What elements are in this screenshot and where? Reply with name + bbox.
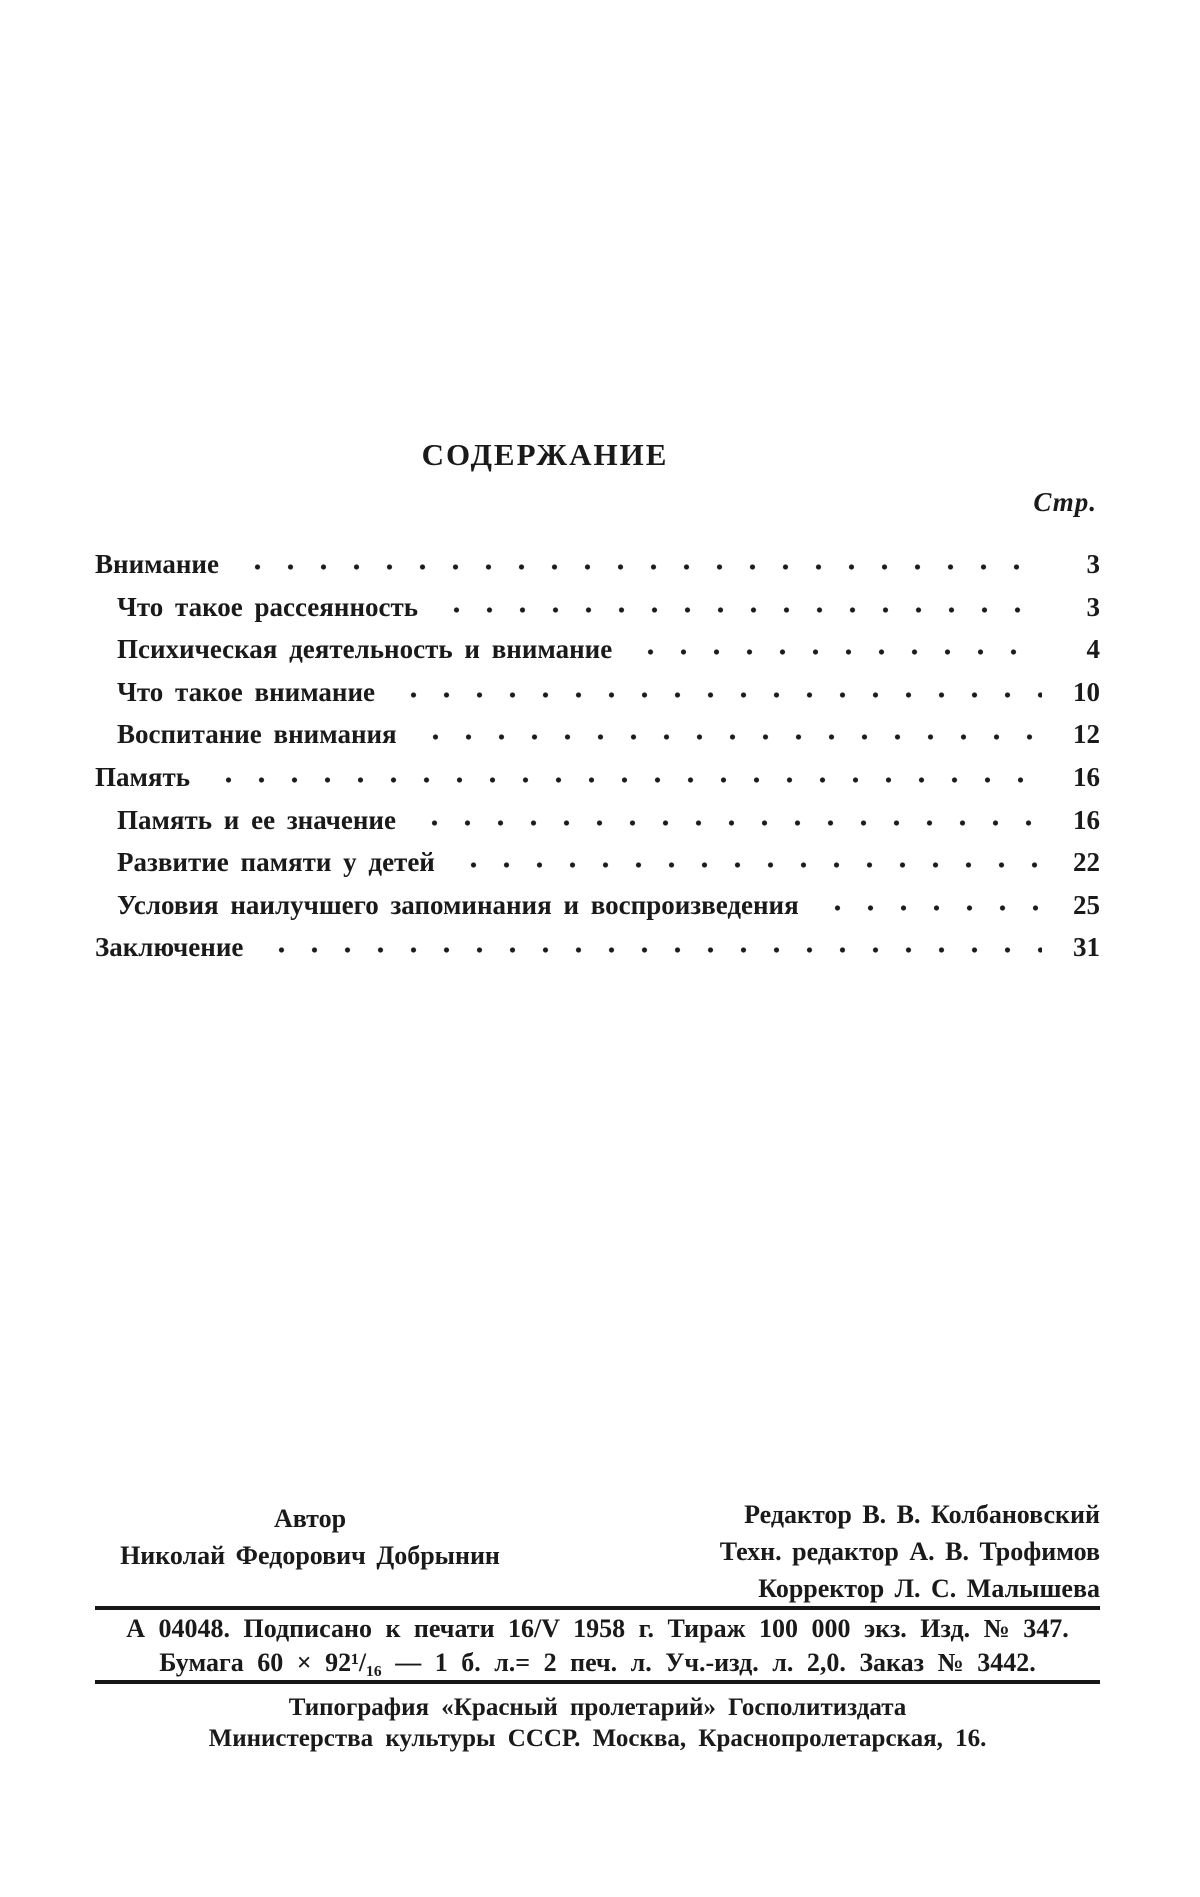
toc-entry-label: Память xyxy=(95,761,191,792)
printer-block xyxy=(95,1692,1100,1754)
toc-entry-label: Заключение xyxy=(95,932,244,963)
toc-entry-page-number: 16 xyxy=(1073,804,1100,835)
toc-leader-dots xyxy=(259,929,1042,956)
toc-entry-label: Что такое рассеянность xyxy=(117,591,419,622)
toc-leader-dots xyxy=(413,716,1042,743)
toc-list xyxy=(95,546,1100,972)
author-name: Николай Федорович Добрынин xyxy=(120,1541,500,1570)
toc-entry-page-number: 3 xyxy=(1086,591,1100,622)
toc-entry-page-number: 12 xyxy=(1073,719,1100,750)
toc-leader-dots xyxy=(235,546,1042,573)
toc-entry xyxy=(95,759,1100,802)
toc-entry-label: Воспитание внимания xyxy=(117,719,397,750)
toc-entry-page-number: 22 xyxy=(1073,847,1100,878)
toc-leader-dots xyxy=(815,887,1042,914)
credit-line: Редактор В. В. Колбановский xyxy=(744,1500,1100,1529)
imprint-line-2: Бумага 60 × 92¹/₁₆ — 1 б. л.= 2 печ. л. Уч.-изд. л. 2,0. Заказ № 3442. xyxy=(159,1648,1036,1677)
toc-entry xyxy=(95,887,1100,930)
toc-leader-dots xyxy=(206,759,1042,786)
toc-entry xyxy=(95,716,1100,759)
toc-entry-label: Что такое внимание xyxy=(117,676,375,707)
toc-leader-dots xyxy=(451,844,1042,871)
page-column-label: Стр. xyxy=(1033,487,1097,517)
imprint-line-1: А 04048. Подписано к печати 16/V 1958 г. Тираж 100 000 экз. Изд. № 347. xyxy=(126,1614,1069,1643)
toc-entry xyxy=(95,929,1100,972)
toc-entry xyxy=(95,589,1100,632)
toc-entry xyxy=(95,674,1100,717)
divider-rule-bottom xyxy=(95,1680,1100,1684)
toc-entry-page-number: 16 xyxy=(1073,761,1100,792)
toc-entry-page-number: 10 xyxy=(1073,676,1100,707)
toc-entry xyxy=(95,631,1100,674)
toc-entry-page-number: 31 xyxy=(1073,932,1100,963)
toc-entry-label: Условия наилучшего запоминания и воспроизведения xyxy=(117,889,799,920)
toc-entry-page-number: 4 xyxy=(1086,634,1100,665)
toc-entry-label: Внимание xyxy=(95,549,219,579)
printer-line-2: Министерства культуры СССР. Москва, Краснопролетарская, 16. xyxy=(208,1725,987,1752)
toc-leader-dots xyxy=(412,802,1042,829)
toc-entry-label: Развитие памяти у детей xyxy=(117,847,435,878)
credit-line: Техн. редактор А. В. Трофимов xyxy=(719,1537,1100,1566)
credit-line: Корректор Л. С. Малышева xyxy=(758,1574,1100,1603)
toc-leader-dots xyxy=(434,589,1042,616)
toc-entry-page-number: 25 xyxy=(1073,889,1100,920)
divider-rule-top xyxy=(95,1606,1100,1610)
toc-entry xyxy=(95,802,1100,845)
toc-entry-page-number: 3 xyxy=(1086,549,1100,579)
toc-leader-dots xyxy=(391,674,1042,701)
author-block xyxy=(95,1500,525,1574)
toc-entry-label: Память и ее значение xyxy=(117,804,396,835)
toc-leader-dots xyxy=(628,631,1042,658)
printer-line-1: Типография «Красный пролетарий» Госполитиздата xyxy=(288,1694,907,1721)
imprint-block xyxy=(95,1612,1100,1680)
author-role: Автор xyxy=(273,1504,347,1533)
credits-list xyxy=(720,1496,1100,1607)
toc-entry-label: Психическая деятельность и внимание xyxy=(117,634,613,665)
toc-entry xyxy=(95,844,1100,887)
toc-entry xyxy=(95,546,1100,589)
page-title: СОДЕРЖАНИЕ xyxy=(421,437,669,472)
